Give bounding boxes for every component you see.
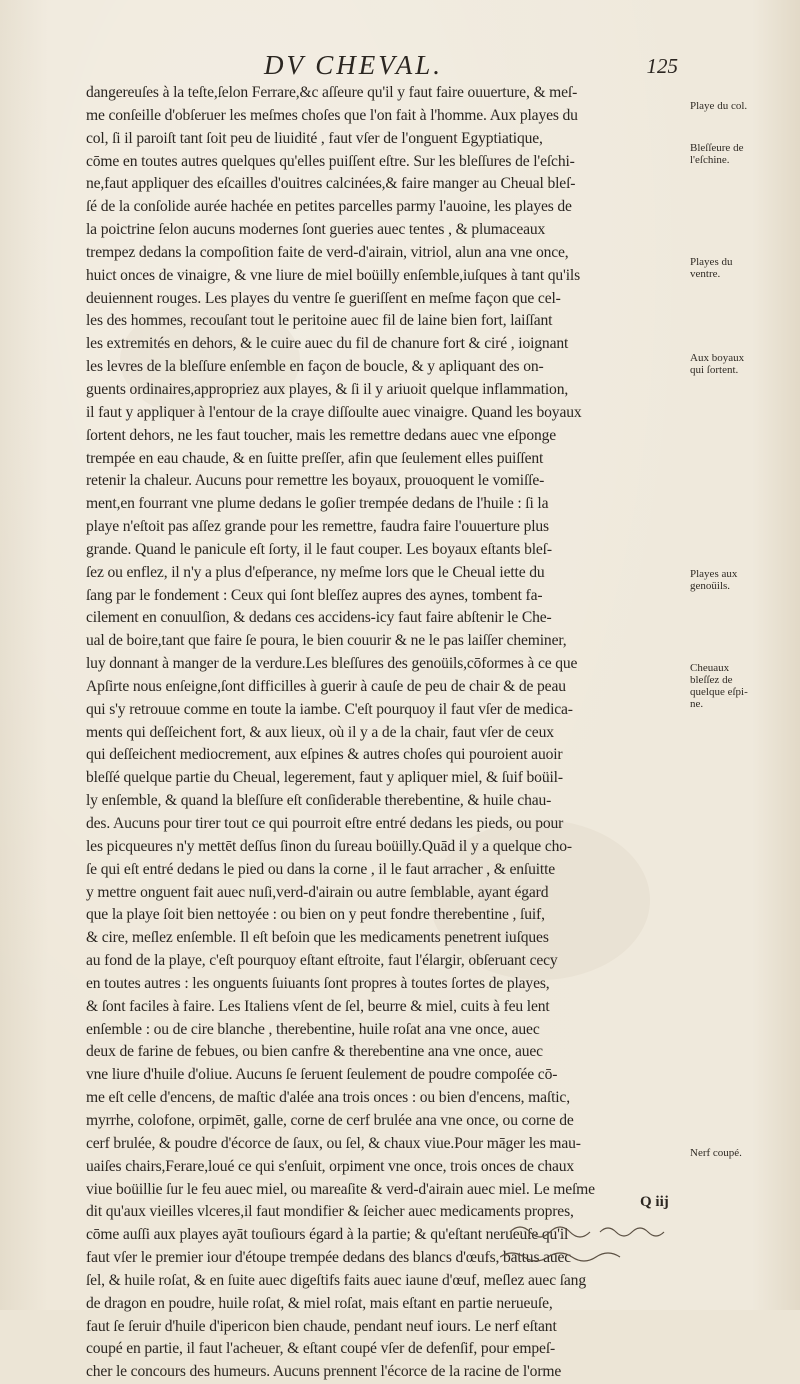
page-number: 125 [646, 54, 678, 78]
text-line: & cire, meſlez enſemble. Il eſt beſoin que les medicaments penetrent iuſques [86, 929, 549, 947]
margin-note-line: l'eſchine. [690, 154, 730, 166]
text-line: me eſt celle d'encens, de maſtic d'alée ana trois onces : ou bien d'encens, maſtic, [86, 1089, 570, 1107]
text-line: ſe qui eſt entré dedans le pied ou dans la corne , il le faut arracher , & enſuitte [86, 860, 556, 878]
text-line: ment,en fourrant vne plume dedans le goſier trempée dedans de l'huile : ſi la [86, 495, 549, 513]
text-line: dangereuſes à la teſte,ſelon Ferrare,&c aſſeure qu'il y faut faire ouuerture, & meſ- [86, 84, 578, 101]
text-line: il faut y appliquer à l'entour de la craye diſſoulte auec vinaigre. Quand les boyaux [86, 403, 582, 421]
text-line: ſang par le fondement : Ceux qui ſont bleſſez aupres des aynes, tombent fa- [86, 586, 543, 604]
text-line: cher le concours des humeurs. Aucuns prennent l'écorce de la racine de l'orme [86, 1363, 562, 1381]
page-header [80, 50, 680, 84]
margin-note [690, 256, 790, 280]
handwritten-annotation [500, 1212, 700, 1282]
text-line: ſortent dehors, ne les faut toucher, mais les remettre dedans auec vne eſponge [86, 426, 557, 444]
text-line: ments qui deſſeichent fort, & aux lieux, où il y a de la chair, faut vſer de ceux [86, 723, 554, 741]
margin-note [690, 100, 790, 112]
margin-note [690, 568, 790, 592]
text-line: luy donnant à manger de la verdure.Les bleſſures des genoüils,cōformes à ce que [86, 655, 578, 673]
text-line: que la playe ſoit bien nettoyée : ou bien on y peut fondre therebentine , ſuif, [86, 906, 545, 924]
text-line: ly enſemble, & quand la bleſſure eſt conſiderable therebentine, & huile chau- [86, 792, 552, 810]
text-line: coupé en partie, il faut l'acheuer, & eſtant coupé vſer de defenſif, pour empeſ- [86, 1340, 556, 1358]
text-line: me conſeille d'obſeruer les meſmes choſes que l'on fait à l'homme. Aux playes du [86, 106, 578, 124]
text-line: cilement en conuulſion, & dedans ces accidens-icy faut faire abſtenir le Che- [86, 609, 552, 627]
text-line: ſé de la conſolide aurée hachée en petites parcelles parmy l'auoine, les playes de [86, 198, 572, 216]
text-line: qui s'y retrouue comme en toute la iambe. C'eſt pourquoy il faut vſer de medica- [86, 700, 573, 718]
margin-note-line: Playe du col. [690, 100, 748, 112]
margin-note-line: ventre. [690, 268, 721, 280]
margin-note [690, 352, 790, 376]
text-line: en toutes autres : les onguents ſuiuants ſont propres à toutes ſortes de playes, [86, 974, 550, 992]
margin-note [690, 662, 790, 710]
margin-note-line: Aux boyaux [690, 352, 745, 364]
text-line: deux de farine de febues, ou bien canfre & therebentine ana vne once, auec [86, 1043, 543, 1061]
margin-note-line: Nerf coupé. [690, 1147, 742, 1159]
text-line: au fond de la playe, c'eſt pourquoy eſtant eſtroite, faut l'élargir, obſeruant cecy [86, 952, 558, 970]
text-line: uaiſes chairs,Ferare,loué ce qui s'enſuit, orpiment vne once, trois onces de chaux [86, 1157, 575, 1175]
margin-note [690, 142, 790, 166]
text-line: cōme auſſi aux playes ayāt touſiours égard à la partie; & qu'eſtant nerueuſe qu'il [86, 1226, 569, 1244]
text-line: y mettre onguent fait auec nuſi,verd-d'airain ou autre ſemblable, ayant égard [86, 883, 549, 901]
text-line: de dragon en poudre, huile roſat, & miel roſat, mais eſtant en partie nerueuſe, [86, 1294, 553, 1312]
text-line: playe n'eſtoit pas aſſez grande pour les remettre, faudra faire l'ouuerture plus [86, 518, 549, 536]
running-title: DV CHEVAL. [264, 50, 444, 80]
margin-note-line: bleſſez de [690, 674, 733, 686]
margin-note-line: quelque eſpi- [690, 686, 748, 698]
text-line: & ſont faciles à faire. Les Italiens vſent de ſel, beurre & miel, cuits à feu lent [86, 997, 550, 1015]
margin-note-line: Playes du [690, 256, 733, 268]
margin-note [690, 1147, 790, 1159]
text-line: bleſſé quelque partie du Cheual, legerement, faut y apliquer miel, & ſuif boüil- [86, 769, 563, 787]
text-line: les des hommes, recouſant tout le peritoine auec fil de laine bien fort, laiſſant [86, 312, 553, 330]
text-line: cerf brulée, & poudre d'écorce de ſaux, ou ſel, & chaux viue.Pour māger les mau- [86, 1134, 581, 1152]
text-line: les picqueures n'y mettēt deſſus ſinon du ſureau boüilly.Quād il y a quelque cho- [86, 837, 572, 855]
text-line: enſemble : ou de cire blanche , therebentine, huile roſat ana vne once, auec [86, 1020, 540, 1038]
text-line: ſez ou enflez, il n'y a plus d'eſperance, ny meſme lors que le Cheual iette du [86, 563, 545, 581]
text-line: faut vſer le premier iour d'étoupe trempée dedans des blancs d'œufs, battus auec [86, 1249, 572, 1267]
text-line: deuiennent rouges. Les playes du ventre ſe gueriſſent en meſme façon que cel- [86, 289, 561, 307]
margin-note-line: qui ſortent. [690, 364, 739, 376]
text-line: cōme en toutes autres quelques qu'elles puiſſent eſtre. Sur les bleſſures de l'eſchi- [86, 152, 575, 170]
text-line: qui deſſeichent mediocrement, aux eſpines & autres choſes qui pouroient auoir [86, 746, 563, 764]
text-line: ſel, & huile roſat, & en ſuite auec digeſtifs faits auec iaune d'œuf, meſlez auec ſang [86, 1271, 586, 1289]
text-line: retenir la chaleur. Aucuns pour remettre les boyaux, prouoquent le vomiſſe- [86, 472, 545, 490]
text-line: dit qu'aux vieilles vlceres,il faut mondifier & ſeicher auec medicaments propres, [86, 1203, 574, 1221]
margin-note-line: genoüils. [690, 580, 731, 592]
signature-mark: Q iij [640, 1194, 669, 1210]
margin-note-line: Bleſſeure de [690, 142, 744, 154]
margin-note-line: ne. [690, 698, 704, 710]
text-line: les extremités en dehors, & le cuire auec du fil de chanure fort & ciré , ioignant [86, 335, 569, 353]
margin-note-line: Cheuaux [690, 662, 730, 674]
text-line: des. Aucuns pour tirer tout ce qui pourroit eſtre entré dedans les pieds, ou pour [86, 815, 564, 832]
margin-notes-column [690, 0, 790, 1310]
text-line: viue boüillie ſur le feu auec miel, ou mareaſite & verd-d'airain auec miel. Le meſme [86, 1180, 595, 1198]
text-line: vne liure d'huile d'oliue. Aucuns ſe ſeruent ſeulement de poudre compoſée cō- [86, 1066, 558, 1084]
text-line: faut ſe ſeruir d'huile d'ipericon bien chaude, pendant neuf iours. Le nerf eſtant [86, 1317, 557, 1335]
text-line: ual de boire,tant que faire ſe poura, le bien couurir & ne le pas laiſſer cheminer, [86, 632, 567, 650]
text-line: trempez dedans la compoſition faite de verd-d'airain, vitriol, alun ana vne once, [86, 243, 569, 261]
text-line: myrrhe, colofone, orpimēt, galle, corne de cerf brulée ana vne once, ou corne de [86, 1111, 574, 1129]
text-line: ne,faut appliquer des eſcailles d'ouitres calcinées,& faire manger au Cheual bleſ- [86, 175, 576, 193]
text-line: col, ſi il paroiſt tant ſoit peu de liuidité , faut vſer de l'onguent Egyptiatique, [86, 129, 543, 147]
text-line: Apſirte nous enſeigne,ſont difficilles à guerir à cauſe de peu de chair & de peau [86, 677, 566, 695]
text-line: trempée en eau chaude, & en ſuitte preſſer, afin que ſeulement elles puiſſent [86, 449, 544, 467]
main-text-block [86, 82, 682, 1384]
text-line: les levres de la bleſſure enſemble en façon de boucle, & y apliquant des on- [86, 358, 544, 376]
margin-note-line: Playes aux [690, 568, 738, 580]
text-line: huict onces de vinaigre, & vne liure de miel boüilly enſemble,iuſques à tant qu'ils [86, 266, 580, 284]
text-line: guents ordinaires,appropriez aux playes, & ſi il y ariuoit quelque inflammation, [86, 380, 569, 398]
text-line: la poictrine ſelon aucuns modernes ſont gueries auec tentes , & plumaceaux [86, 221, 546, 239]
text-line: grande. Quand le panicule eſt ſorty, il le faut couper. Les boyaux eſtants bleſ- [86, 540, 552, 558]
